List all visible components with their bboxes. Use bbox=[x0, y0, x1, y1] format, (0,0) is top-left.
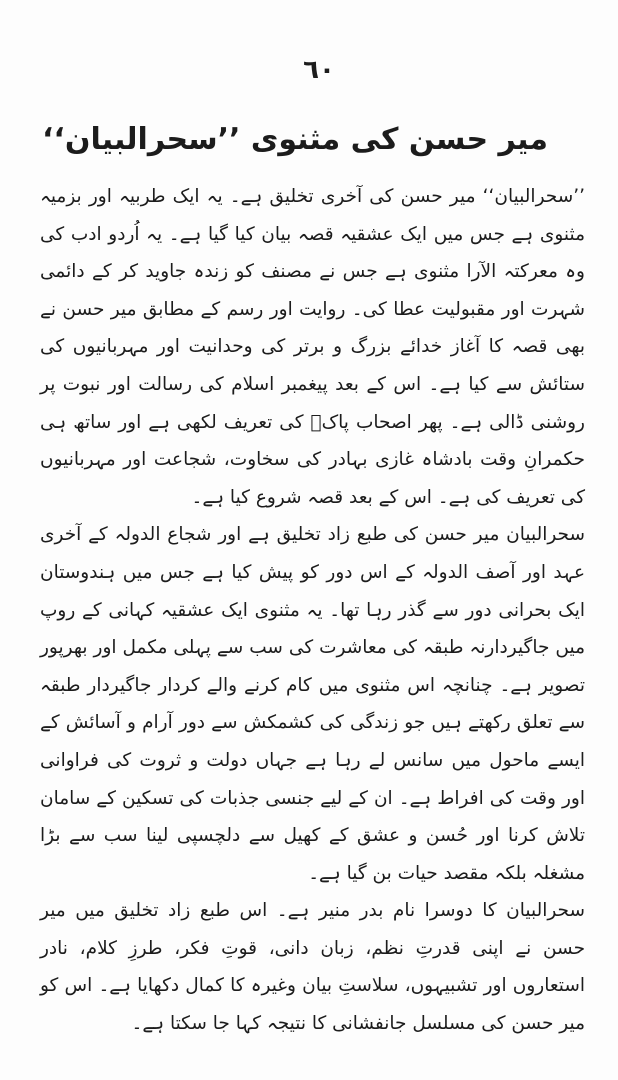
paragraph-1: ’’سحرالبیان‘‘ میر حسن کی آخری تخلیق ہے۔ یہ ایک طربیہ اور بزمیہ مثنوی ہے جس میں ایک عشقیہ قصہ بیان کیا گیا ہے۔ یہ اُردو ادب کی وہ معرکتہ الآرا مثنوی ہے جس نے مصنف کو زندہ جاوید کر کے دائمی شہرت اور مقبولیت عطا کی۔ روایت اور رسم کے مطابق میر حسن نے بھی قصہ کا آغاز خدائے بزرگ و برتر کی وحدانیت اور مہربانیوں کی ستائش سے کیا ہے۔ اس کے بعد پیغمبر اسلام کی رسالت اور نبوت پر روشنی ڈالی ہے۔ پھر اصحاب پاکؓ کی تعریف لکھی ہے اور ساتھ ہی حکمرانِ وقت بادشاہ غازی بہادر کی سخاوت، شجاعت اور مہربانیوں کی تعریف کی ہے۔ اس کے بعد قصہ شروع کیا ہے۔ bbox=[40, 186, 585, 508]
page-number: ٦٠ bbox=[303, 55, 335, 85]
body-text bbox=[40, 178, 585, 1043]
paragraph-2: سحرالبیان میر حسن کی طبع زاد تخلیق ہے اور شجاع الدولہ کے آخری عہد اور آصف الدولہ کے اس دور کو پیش کیا ہے جس میں ہندوستان ایک بحرانی دور سے گذر رہا تھا۔ یہ مثنوی ایک عشقیہ کہانی کے روپ میں جاگیردارنہ طبقہ کی معاشرت کی سب سے پہلی مکمل اور بھرپور تصویر ہے۔ چنانچہ اس مثنوی میں کام کرنے والے کردار جاگیردار طبقہ سے تعلق رکھتے ہیں جو زندگی کی کشمکش سے دور آرام و آسائش کے ایسے ماحول میں سانس لے رہا ہے جہاں دولت و ثروت کی فراوانی اور وقت کی افراط ہے۔ ان کے لیے جنسی جذبات کی تسکین کے سامان تلاش کرنا اور حُسن و عشق کے کھیل سے دلچسپی لینا سب سے بڑا مشغلہ بلکہ مقصد حیات بن گیا ہے۔ bbox=[40, 524, 585, 884]
paragraph-3: سحرالبیان کا دوسرا نام بدر منیر ہے۔ اس طبع زاد تخلیق میں میر حسن نے اپنی قدرتِ نظم، زبان دانی، قوتِ فکر، طرزِ کلام، نادر استعاروں اور تشبیہوں، سلاستِ بیان وغیرہ کا کمال دکھایا ہے۔ اس کو میر حسن کی مسلسل جانفشانی کا نتیجہ کہا جا سکتا ہے۔ bbox=[40, 900, 585, 1035]
chapter-title: میر حسن کی مثنوی ’’سحرالبیان‘‘ bbox=[42, 122, 548, 157]
